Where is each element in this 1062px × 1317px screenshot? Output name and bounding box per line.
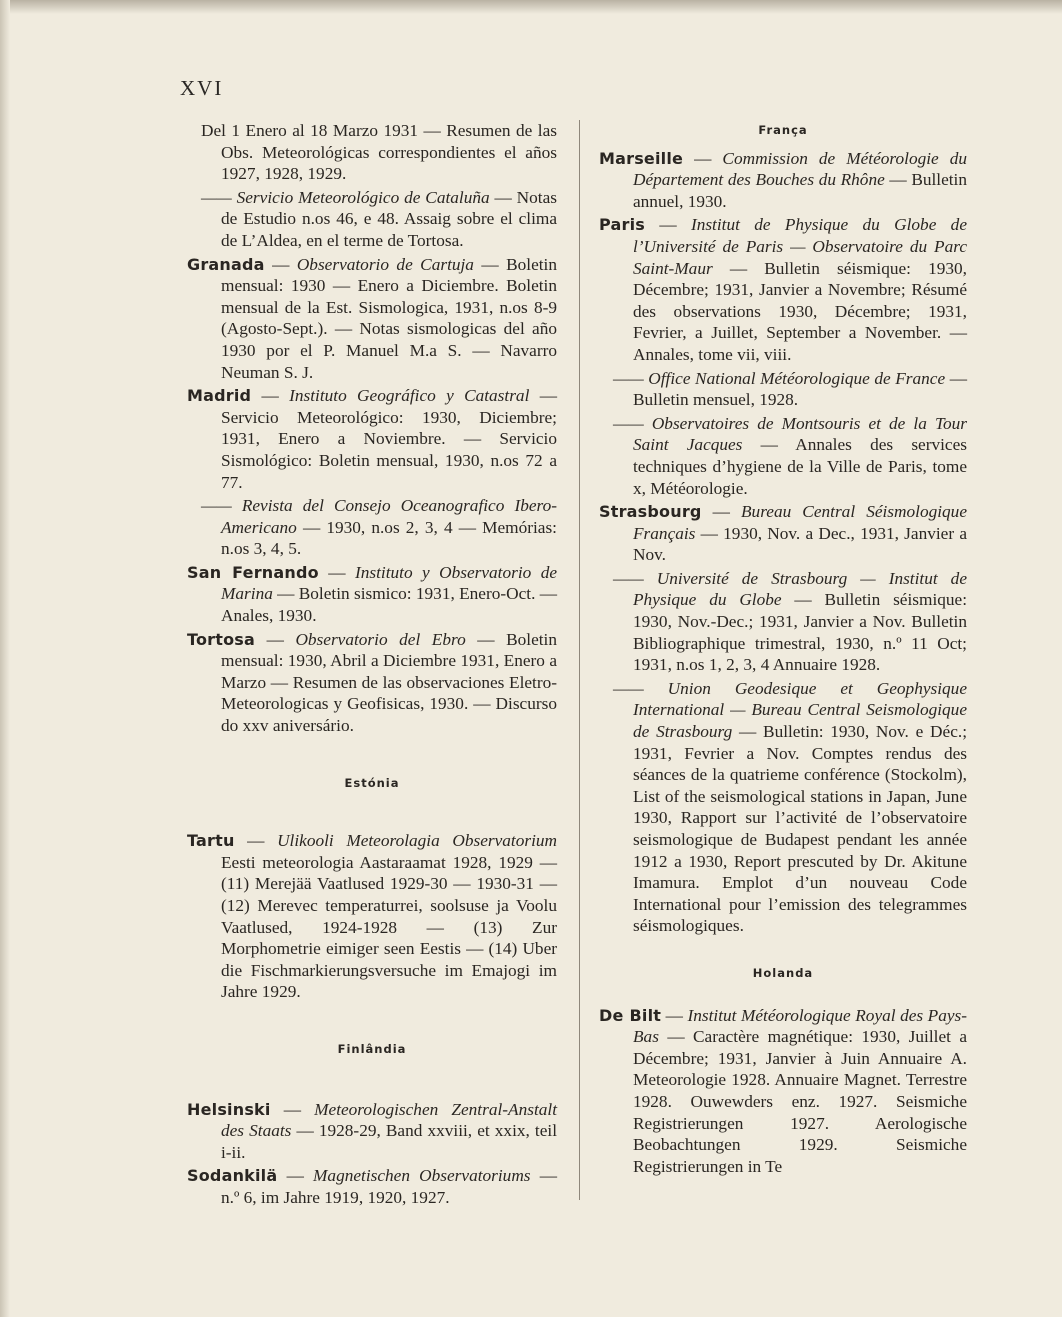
left-column bbox=[187, 120, 557, 1211]
section-heading-holland: Holanda bbox=[752, 965, 814, 980]
entry-text: Eesti meteorologia Aastaraamat 1928, 1929 — (11) Merejää Vaatlused 1929-30 — 1930-31 — (12) Merevec temperaturrei, soolsuse ja Voolu Vaatlused, 1924-1928 — (13) Zur Morphometrie eimiger seen Eestis — (14) Uber die Fischmarkierungsversuche im Emajogi im Jahre 1929. bbox=[221, 852, 557, 1002]
entry-text: — Bulletin: 1930, Nov. e Déc.; 1931, Fevrier a Nov. Comptes rendus des séances de la quatrieme conférence (Stockolm), List of the seismological stations in Japan, June 1930, Rapport sur l’activité de l’observatoire seismologique de Budapest pendant les année 1912 a 1930, Report prescuted by Dr. Akitune Imamura. Emplot d’un nouveau Code International pour l’emission des telegrammes séismologiques. bbox=[633, 722, 967, 936]
entry-place: Madrid bbox=[187, 386, 252, 406]
bibliography-entry: Paris — Institut de Physique du Globe de l’Université de Paris — Observatoire du Parc Saint-Maur — Bulletin séismique: 1930, Décembre; 1931, Janvier a Novembre; Résumé des observations 1930, Décembre; 1931, Fevrier, a Juillet, September a November. — Annales, tome vii, viii. bbox=[599, 215, 967, 364]
entry-place: Tartu bbox=[187, 831, 235, 851]
scan-edge-left bbox=[0, 0, 10, 1317]
entry-text: — Bulletin mensuel, 1928. bbox=[633, 368, 967, 410]
entry-place: Helsinski bbox=[187, 1099, 271, 1119]
entry-institution: —— Office National Météorologique de France bbox=[613, 368, 946, 388]
bibliography-entry bbox=[599, 568, 967, 676]
entry-institution: Observatorio del Ebro bbox=[295, 629, 466, 649]
entry-place: Paris bbox=[599, 215, 645, 235]
entry-place: Granada bbox=[187, 254, 265, 274]
entry-place: Sodankilä bbox=[187, 1166, 278, 1186]
bibliography-entry bbox=[599, 368, 967, 411]
entry-text: — Boletin sismico: 1931, Enero-Oct. — Anales, 1930. bbox=[221, 584, 557, 626]
entry-institution: Institut de Physique du Globe de l’Université de Paris — Observatoire du Parc Saint-Maur bbox=[633, 215, 967, 278]
right-block-france bbox=[599, 148, 967, 937]
entry-place: De Bilt bbox=[599, 1005, 662, 1025]
bibliography-entry bbox=[187, 495, 557, 560]
entry-place: Strasbourg bbox=[599, 502, 702, 522]
entry-institution: —— Union Geodesique et Geophysique International — Bureau Central Seismologique de Strasbourg bbox=[613, 678, 967, 742]
scan-edge-top bbox=[0, 0, 1062, 14]
entry-institution: —— Revista del Consejo Oceanografico Ibero-Americano bbox=[201, 496, 557, 537]
bibliography-entry bbox=[187, 187, 557, 252]
entry-text: — Bulletin annuel, 1930. bbox=[633, 170, 967, 211]
section-heading-france: França bbox=[758, 123, 808, 137]
bibliography-entry: Granada — Observatorio de Cartuja — Boletin mensual: 1930 — Enero a Diciembre. Boletin mensual de la Est. Sismologica, 1931, n.os 8-9 (Agosto-Sept.). — Notas sismologicas del año 1930 por el P. Manuel M.a S. — Navarro Neuman S. J. bbox=[187, 254, 557, 382]
entry-institution: Bureau Central Séismologique Français bbox=[633, 502, 967, 543]
entry-text: — 1930, Nov. a Dec., 1931, Janvier a Nov. bbox=[633, 523, 967, 565]
bibliography-entry bbox=[599, 678, 967, 937]
left-block-finland bbox=[187, 1099, 557, 1209]
entry-place: Tortosa bbox=[187, 629, 256, 649]
right-block-holland bbox=[599, 1005, 967, 1178]
entry-institution: Instituto y Observatorio de Marina bbox=[221, 562, 558, 604]
bibliography-entry: Helsinski — Meteorologischen Zentral-Anstalt des Staats — 1928-29, Band xxviii, et xxix, teil i-ii. bbox=[187, 1099, 558, 1162]
entry-institution: —— Observatoires de Montsouris et de la Tour Saint Jacques bbox=[613, 413, 967, 455]
entry-text: — n.º 6, im Jahre 1919, 1920, 1927. bbox=[221, 1166, 557, 1207]
bibliography-entry: Tortosa — Observatorio del Ebro — Boletin mensual: 1930, Abril a Diciembre 1931, Enero a Marzo — Resumen de las observaciones Eletro-Meteorologicas y Geofisicas, 1930. — Discurso do xxv aniversário. bbox=[187, 629, 557, 736]
entry-text: — Annales des services techniques d’hygiene de la Ville de Paris, tome x, Météorologie. bbox=[633, 435, 967, 498]
entry-text: — Notas de Estudio n.os 46, e 48. Assaig sobre el clima de L’Aldea, en el terme de Tortosa. bbox=[221, 187, 557, 250]
entry-institution: —— Servicio Meteorológico de Cataluña bbox=[201, 187, 490, 207]
entry-institution: Institut Météorologique Royal des Pays-Bas bbox=[633, 1005, 968, 1047]
entry-institution: Instituto Geográfico y Catastral bbox=[289, 386, 530, 406]
bibliography-entry: De Bilt — Institut Météorologique Royal des Pays-Bas — Caractère magnétique: 1930, Juillet a Décembre; 1931, Janvier à Juin Annuaire A. Meteorologie 1928. Annuaire Magnet. Terrestre 1928. Ouwewders enz. 1927. Seismiche Registrierungen 1927. Aerologische Beobachtungen 1929. Seismiche Registrierungen in Te bbox=[599, 1005, 968, 1176]
entry-institution: Ulikooli Meteorolagia Observatorium bbox=[277, 831, 557, 851]
entry-text: Del 1 Enero al 18 Marzo 1931 — Resumen de las Obs. Meteorológicas correspondientes el años 1927, 1928, 1929. bbox=[201, 121, 557, 184]
entry-text: — Bulletin séismique: 1930, Nov.-Dec.; 1931, Janvier a Nov. Bulletin Bibliographique trimestral, 1930, n.º 11 Oct; 1931, n.os 1, 2, 3, 4 Annuaire 1928. bbox=[633, 590, 967, 675]
bibliography-entry: Sodankilä — Magnetischen Observatoriums — n.º 6, im Jahre 1919, 1920, 1927. bbox=[187, 1166, 557, 1207]
entry-institution: Meteorologischen Zentral-Anstalt des Staats bbox=[221, 1099, 557, 1141]
section-heading-estonia: Estónia bbox=[344, 775, 400, 790]
entry-place: Marseille bbox=[599, 148, 684, 168]
bibliography-entry bbox=[599, 413, 967, 499]
page-number: XVI bbox=[180, 76, 224, 100]
entry-institution: —— Université de Strasbourg — Institut de Physique du Globe bbox=[613, 568, 967, 610]
left-block-spain bbox=[187, 120, 557, 737]
bibliography-entry: Marseille — Commission de Météorologie du Département des Bouches du Rhône — Bulletin annuel, 1930. bbox=[599, 148, 967, 211]
bibliography-entry: San Fernando — Instituto y Observatorio de Marina — Boletin sismico: 1931, Enero-Oct. — Anales, 1930. bbox=[187, 562, 558, 626]
entry-place: San Fernando bbox=[187, 562, 319, 582]
entry-text: — Servicio Meteorológico: 1930, Diciembre; 1931, Enero a Noviembre. — Servicio Sismológico: Boletin mensual, 1930, n.os 72 a 77. bbox=[221, 386, 557, 492]
entry-institution: Magnetischen Observatoriums bbox=[313, 1166, 531, 1186]
left-block-estonia bbox=[187, 830, 557, 1003]
entry-text: — 1928-29, Band xxviii, et xxix, teil i-ii. bbox=[221, 1121, 558, 1162]
entry-text: — Boletin mensual: 1930, Abril a Diciembre 1931, Enero a Marzo — Resumen de las observaciones Eletro-Meteorologicas y Geofisicas, 1930. — Discurso do xxv aniversário. bbox=[221, 629, 557, 736]
entry-text: — Bulletin séismique: 1930, Décembre; 1931, Janvier a Novembre; Résumé des observations 1930, Décembre; 1931, Fevrier, a Juillet, September a November. — Annales, tome vii, viii. bbox=[633, 258, 967, 364]
entry-text: — 1930, n.os 2, 3, 4 — Memórias: n.os 3, 4, 5. bbox=[221, 517, 557, 559]
right-column bbox=[599, 120, 967, 1179]
bibliography-entry: Tartu — Ulikooli Meteorolagia Observatorium Eesti meteorologia Aastaraamat 1928, 1929 — (11) Merejää Vaatlused 1929-30 — 1930-31 — (12) Merevec temperaturrei, soolsuse ja Voolu Vaatlused, 1924-1928 — (13) Zur Morphometrie eimiger seen Eestis — (14) Uber die Fischmarkierungsversuche im Emajogi im Jahre 1929. bbox=[187, 831, 557, 1002]
section-heading-finland: Finlândia bbox=[337, 1041, 407, 1056]
entry-text: — Boletin mensual: 1930 — Enero a Diciembre. Boletin mensual de la Est. Sismologica, 1931, n.os 8-9 (Agosto-Sept.). — Notas sismologicas del año 1930 por el P. Manuel M.a S. — Navarro Neuman S. J. bbox=[221, 254, 557, 382]
bibliography-entry: Madrid — Instituto Geográfico y Catastral — Servicio Meteorológico: 1930, Diciembre; 1931, Enero a Noviembre. — Servicio Sismológico: Boletin mensual, 1930, n.os 72 a 77. bbox=[187, 386, 557, 492]
entry-text: — Caractère magnétique: 1930, Juillet a Décembre; 1931, Janvier à Juin Annuaire A. Meteorologie 1928. Annuaire Magnet. Terrestre 1928. Ouwewders enz. 1927. Seismiche Registrierungen 1927. Aerologische Beobachtungen 1929. Seismiche Registrierungen in Te bbox=[633, 1027, 967, 1176]
entry-institution: Commission de Météorologie du Département des Bouches du Rhône bbox=[633, 148, 967, 190]
column-divider bbox=[579, 120, 580, 1200]
bibliography-entry: Strasbourg — Bureau Central Séismologique Français — 1930, Nov. a Dec., 1931, Janvier a Nov. bbox=[599, 502, 967, 565]
bibliography-entry bbox=[187, 120, 557, 185]
entry-institution: Observatorio de Cartuja bbox=[296, 254, 474, 274]
